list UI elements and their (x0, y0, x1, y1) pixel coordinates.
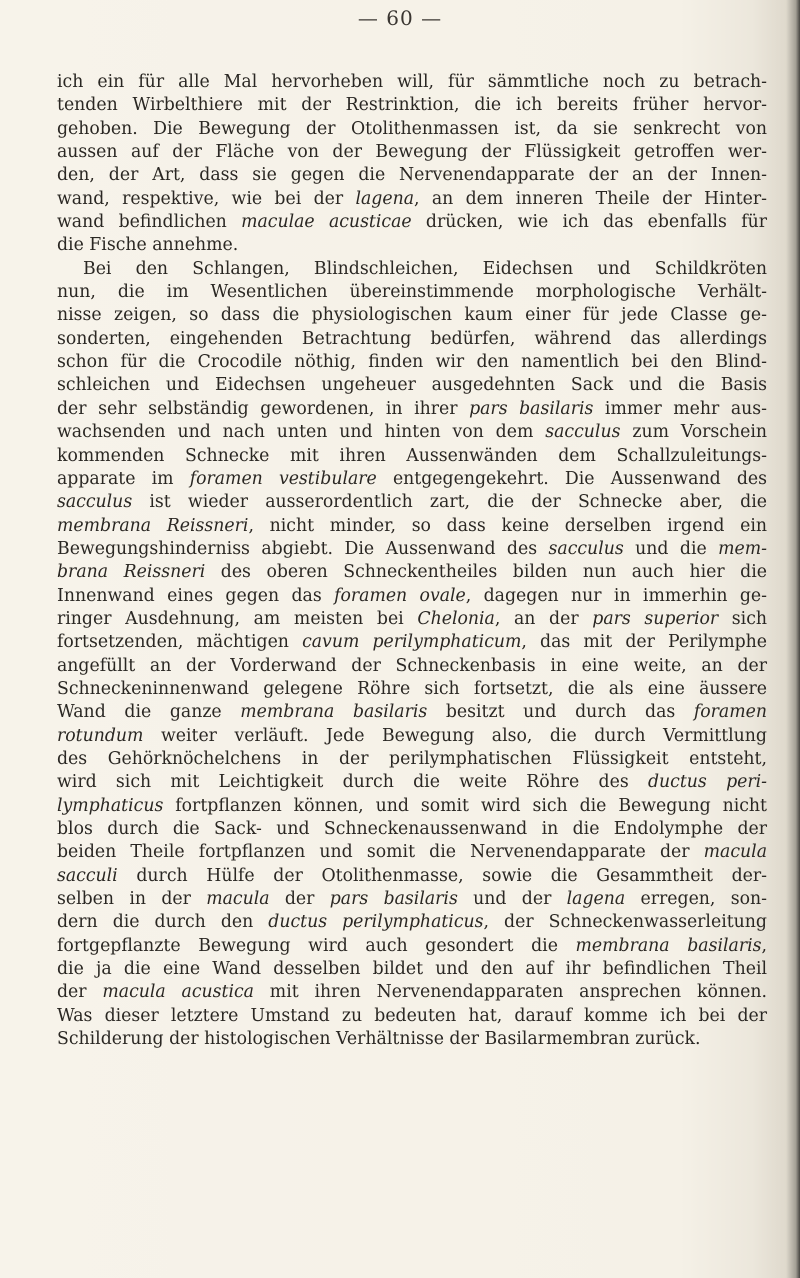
text-line: wachsenden und nach unten und hinten von dem sacculus zum Vorschein (57, 422, 767, 443)
text-line: brana Reissneri des oberen Schneckentheiles bilden nun auch hier die (57, 562, 767, 583)
text-line: die ja die eine Wand desselben bildet und den auf ihr befindlichen Theil (57, 959, 767, 980)
text-line: dern die durch den ductus perilymphaticus, der Schneckenwasserleitung (57, 912, 767, 933)
text-line: schleichen und Eidechsen ungeheuer ausgedehnten Sack und die Basis (57, 375, 767, 396)
text-line: beiden Theile fortpflanzen und somit die Nervenendapparate der macula (57, 842, 767, 863)
text-line: des Gehörknöchelchens in der perilymphatischen Flüssigkeit entsteht, (57, 748, 767, 769)
text-line: ich ein für alle Mal hervorheben will, für sämmtliche noch zu betrach- (57, 72, 767, 92)
text-line: den, der Art, dass sie gegen die Nervenendapparate der an der Innen- (57, 165, 767, 186)
text-line: der macula acustica mit ihren Nervenendapparaten ansprechen können. (57, 982, 767, 1003)
text-line: der sehr selbständig gewordenen, in ihrer pars basilaris immer mehr aus- (57, 398, 767, 419)
text-line: fortsetzenden, mächtigen cavum perilymphaticum, das mit der Perilymphe (57, 632, 768, 653)
text-line: tenden Wirbelthiere mit der Restrinktion, die ich bereits früher hervor- (57, 95, 767, 116)
text-line: angefüllt an der Vorderwand der Schneckenbasis in eine weite, an der (57, 655, 767, 676)
page-number: — 60 — (357, 6, 443, 30)
text-line: wand befindlichen maculae acusticae drücken, wie ich das ebenfalls für (57, 212, 767, 233)
text-line: Schneckeninnenwand gelegene Röhre sich fortsetzt, die als eine äussere (57, 678, 767, 699)
text-line: schon für die Crocodile nöthig, finden wir den namentlich bei den Blind- (57, 352, 767, 373)
text-line: Schilderung der histologischen Verhältnisse der Basilarmembran zurück. (57, 1029, 701, 1050)
text-line: sonderten, eingehenden Betrachtung bedürfen, während das allerdings (57, 328, 767, 349)
text-line: Was dieser letztere Umstand zu bedeuten hat, darauf komme ich bei der (57, 1005, 767, 1026)
text-line: membrana Reissneri, nicht minder, so dass keine derselben irgend ein (57, 515, 767, 536)
text-line: gehoben. Die Bewegung der Otolithenmassen ist, da sie senkrecht von (57, 118, 767, 139)
text-line: apparate im foramen vestibulare entgegengekehrt. Die Aussenwand des (57, 468, 767, 489)
text-line: ringer Ausdehnung, am meisten bei Chelonia, an der pars superior sich (57, 608, 768, 629)
body-text (57, 71, 767, 1051)
text-line: sacculi durch Hülfe der Otolithenmasse, sowie die Gesammtheit der- (57, 865, 767, 886)
text-line: nisse zeigen, so dass die physiologischen kaum einer für jede Classe ge- (57, 305, 767, 326)
text-line: aussen auf der Fläche von der Bewegung der Flüssigkeit getroffen wer- (57, 142, 767, 163)
text-line: wird sich mit Leichtigkeit durch die weite Röhre des ductus peri- (57, 772, 767, 793)
text-line: die Fische annehme. (57, 235, 239, 256)
text-line: wand, respektive, wie bei der lagena, an dem inneren Theile der Hinter- (57, 188, 767, 209)
text-line: Wand die ganze membrana basilaris besitzt und durch das foramen (57, 702, 767, 723)
text-line: blos durch die Sack- und Schneckenaussenwand in die Endolymphe der (57, 819, 767, 839)
text-line: selben in der macula der pars basilaris und der lagena erregen, son- (57, 889, 767, 910)
text-line: lymphaticus fortpflanzen können, und somit wird sich die Bewegung nicht (57, 795, 767, 816)
text-line: kommenden Schnecke mit ihren Aussenwänden dem Schallzuleitungs- (57, 445, 767, 466)
text-line: Bewegungshinderniss abgiebt. Die Aussenwand des sacculus und die mem- (57, 538, 767, 559)
text-line: sacculus ist wieder ausserordentlich zart, die der Schnecke aber, die (57, 492, 767, 513)
text-line: rotundum weiter verläuft. Jede Bewegung also, die durch Vermittlung (57, 725, 767, 746)
text-line: Innenwand eines gegen das foramen ovale, dagegen nur in immerhin ge- (57, 585, 767, 606)
text-line: fortgepflanzte Bewegung wird auch gesondert die membrana basilaris, (57, 935, 767, 956)
text-line: nun, die im Wesentlichen übereinstimmende morphologische Verhält- (57, 282, 767, 303)
page-edge-shadow (786, 0, 800, 1278)
text-line: Bei den Schlangen, Blindschleichen, Eidechsen und Schildkröten (83, 258, 767, 279)
